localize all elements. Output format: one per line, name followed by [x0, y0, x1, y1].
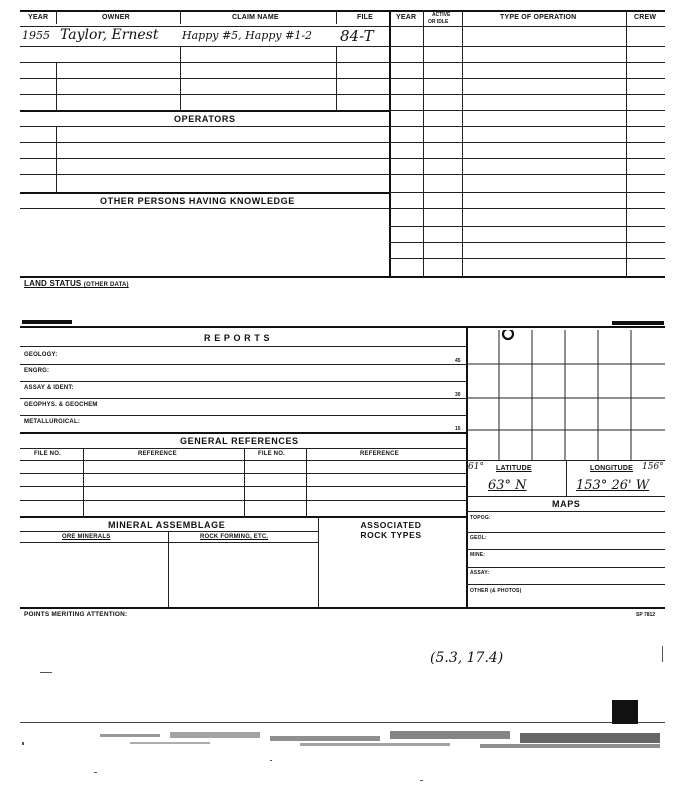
ops-header-active: ACTIVE — [432, 12, 451, 18]
section-rule — [20, 276, 665, 278]
ops-header-crew: CREW — [634, 14, 657, 21]
top-rule — [20, 10, 665, 12]
row-line — [20, 486, 466, 487]
maps-row-mine: MINE: — [470, 552, 486, 558]
claims-divider — [180, 46, 181, 110]
claims-divider — [336, 12, 337, 24]
scan-speck — [270, 760, 272, 761]
row-line — [466, 567, 665, 568]
row-line — [389, 126, 665, 127]
maps-row-other: OTHER (& PHOTOS) — [470, 588, 522, 594]
section-rule — [20, 326, 665, 328]
latitude-label: LATITUDE — [496, 465, 532, 472]
row-line — [389, 94, 665, 95]
row-line — [389, 78, 665, 79]
claims-header-year: YEAR — [28, 14, 49, 21]
claims-divider — [56, 10, 57, 24]
section-divider — [389, 10, 391, 276]
report-row-assay: ASSAY & IDENT: — [24, 385, 74, 391]
maps-row-topog: TOPOG: — [470, 515, 491, 521]
row-line — [20, 174, 389, 175]
row-line — [466, 496, 665, 497]
row-line — [389, 142, 665, 143]
scan-speck — [40, 672, 52, 673]
report-row-geophys: GEOPHYS. & GEOCHEM — [24, 402, 98, 408]
scan-mark — [612, 321, 664, 325]
reports-title: R E P O R T S — [204, 333, 271, 343]
report-row-metallurgical: METALLURGICAL: — [24, 419, 81, 425]
row-line — [20, 364, 466, 365]
form-number: SP 7812 — [636, 612, 656, 618]
row-line — [389, 62, 665, 63]
ops-divider — [462, 10, 463, 276]
associated-rock-types-2: ROCK TYPES — [360, 530, 422, 540]
claim-entry-claim-name: Happy #5, Happy #1-2 — [182, 29, 313, 42]
section-rule — [20, 110, 389, 112]
row-line — [20, 381, 466, 382]
latitude-value: 63° N — [488, 478, 527, 493]
row-line — [389, 174, 665, 175]
scan-speck — [420, 780, 423, 781]
row-line — [466, 511, 665, 512]
section-rule — [20, 192, 389, 194]
ref-header-file-no-1: FILE NO. — [34, 451, 61, 457]
lat-prefix: 61° — [468, 462, 484, 472]
report-row-geology-num: 45 — [455, 358, 461, 364]
row-line — [466, 532, 665, 533]
maps-row-geol: GEOL: — [470, 535, 487, 541]
row-line — [20, 473, 466, 474]
maps-row-assay: ASSAY: — [470, 570, 490, 576]
mineral-divider — [168, 531, 169, 607]
location-grid-lines — [466, 330, 665, 460]
circle-mark-icon — [503, 330, 513, 339]
scan-speck — [662, 646, 663, 662]
row-line — [389, 242, 665, 243]
points-label: POINTS MERITING ATTENTION: — [24, 611, 128, 618]
mineral-divider — [318, 516, 319, 607]
associated-rock-types-1: ASSOCIATED — [360, 520, 422, 530]
ops-header-idle: OR IDLE — [428, 19, 449, 25]
row-line — [20, 208, 389, 209]
other-persons-title: OTHER PERSONS HAVING KNOWLEDGE — [100, 196, 295, 206]
land-status-sub: (OTHER DATA) — [83, 282, 129, 288]
operators-title: OPERATORS — [174, 114, 236, 124]
row-line — [20, 78, 389, 79]
claim-entry-owner: Taylor, Ernest — [60, 27, 159, 43]
rock-forming-label: ROCK FORMING, ETC. — [200, 534, 269, 540]
scan-noise — [100, 728, 665, 752]
row-line — [20, 531, 318, 532]
scan-block — [612, 700, 638, 724]
ore-minerals-label: ORE MINERALS — [62, 534, 111, 540]
ref-header-reference-2: REFERENCE — [360, 451, 399, 457]
ops-divider — [423, 10, 424, 276]
claim-entry-file: 84-T — [340, 27, 374, 45]
ops-header-type: TYPE OF OPERATION — [500, 14, 577, 21]
row-line — [20, 398, 466, 399]
general-references-title: GENERAL REFERENCES — [180, 436, 299, 446]
report-row-engrg: ENGRG: — [24, 368, 50, 374]
claims-header-claim-name: CLAIM NAME — [232, 14, 279, 21]
coords-note: (5.3, 17.4) — [430, 650, 504, 666]
claim-entry-year: 1955 — [22, 29, 50, 42]
ops-header-year: YEAR — [396, 14, 417, 21]
row-line — [466, 549, 665, 550]
row-line — [20, 46, 389, 47]
section-rule — [20, 516, 466, 518]
row-line — [389, 226, 665, 227]
claims-divider — [56, 62, 57, 110]
ref-header-file-no-2: FILE NO. — [258, 451, 285, 457]
ref-divider — [83, 448, 84, 516]
row-line — [389, 192, 665, 193]
row-line — [389, 158, 665, 159]
row-line — [20, 158, 389, 159]
row-line — [389, 46, 665, 47]
land-status-label: LAND STATUS (OTHER DATA) — [24, 279, 129, 288]
claims-divider — [336, 46, 337, 110]
lat-lon-divider — [566, 460, 567, 496]
ref-divider — [244, 448, 245, 516]
report-row-metallurgical-num: 15 — [455, 426, 461, 432]
row-line — [20, 126, 389, 127]
row-line — [20, 142, 389, 143]
scan-speck — [22, 742, 24, 745]
row-line — [20, 542, 318, 543]
row-line — [389, 208, 665, 209]
section-rule — [20, 432, 466, 434]
row-line — [20, 500, 466, 501]
mineral-assemblage-title: MINERAL ASSEMBLAGE — [108, 520, 226, 530]
claims-header-owner: OWNER — [102, 14, 130, 21]
row-line — [389, 110, 665, 111]
row-line — [20, 415, 466, 416]
ref-header-reference-1: REFERENCE — [138, 451, 177, 457]
ops-divider — [626, 10, 627, 276]
row-line — [20, 94, 389, 95]
scan-speck — [94, 772, 97, 773]
longitude-value: 153° 26' W — [576, 478, 650, 493]
bottom-rule — [20, 722, 665, 723]
row-line — [20, 460, 466, 461]
row-line — [389, 258, 665, 259]
maps-title: MAPS — [552, 499, 581, 509]
row-line — [20, 346, 466, 347]
report-row-assay-num: 30 — [455, 392, 461, 398]
location-grid — [466, 330, 665, 460]
claims-divider — [180, 12, 181, 24]
claims-header-file: FILE — [357, 14, 373, 21]
lon-suffix: 156° — [642, 462, 664, 472]
section-rule — [20, 607, 665, 609]
operators-divider — [56, 126, 57, 192]
scan-mark — [22, 320, 72, 324]
longitude-label: LONGITUDE — [590, 465, 634, 472]
row-line — [466, 584, 665, 585]
row-line — [20, 448, 466, 449]
report-row-geology: GEOLOGY: — [24, 352, 58, 358]
row-line — [20, 62, 389, 63]
ref-divider — [306, 448, 307, 516]
scan-noise-band — [100, 728, 665, 752]
